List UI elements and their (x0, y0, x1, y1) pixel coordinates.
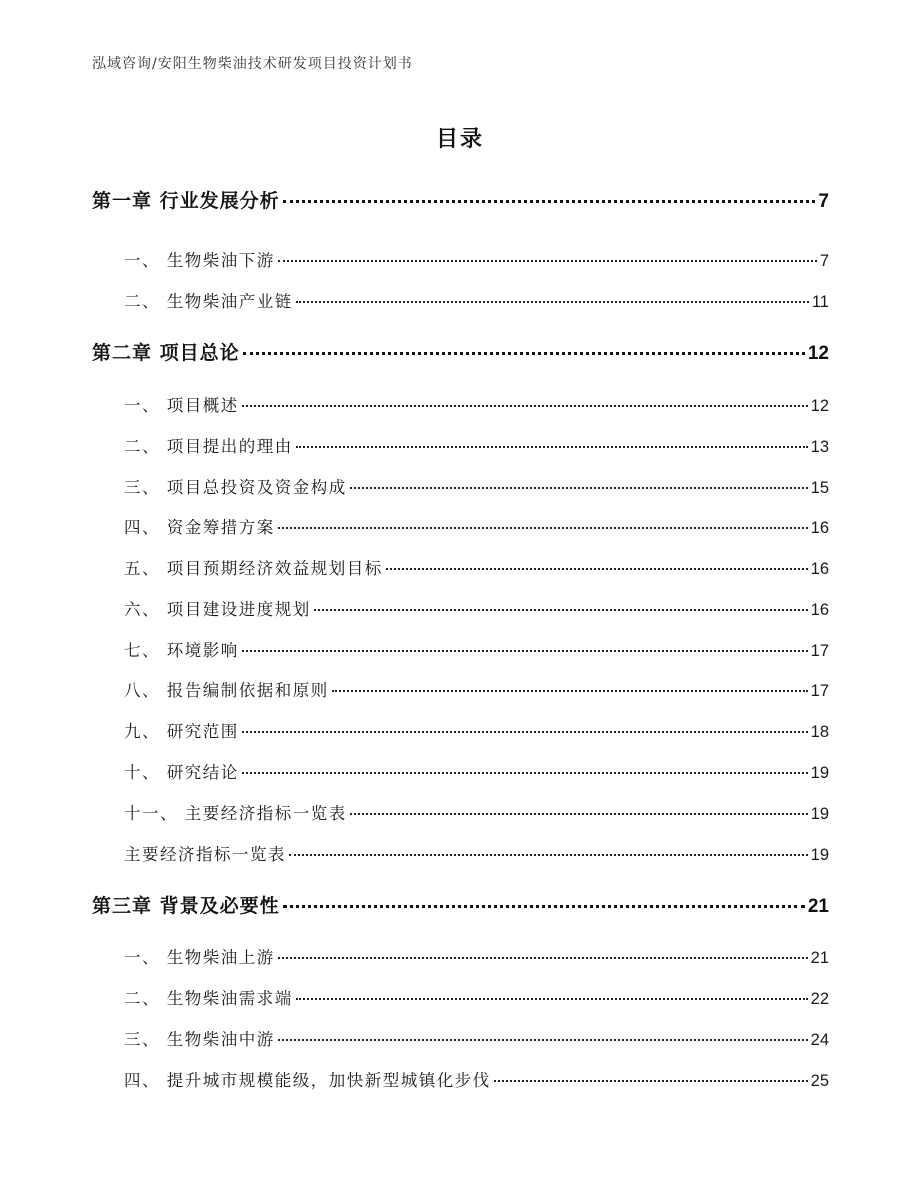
toc-entry-section[interactable] (124, 514, 829, 538)
toc-entry-label: 五、 项目预期经济效益规划目标 (124, 559, 383, 578)
toc-entry-section[interactable] (124, 944, 829, 968)
toc-entry-section[interactable] (124, 392, 829, 416)
dot-leader (332, 690, 808, 692)
dot-leader (242, 772, 808, 774)
toc-entry-section[interactable] (124, 555, 829, 579)
toc-entry-label: 一、 项目概述 (124, 396, 239, 415)
toc-entry-label: 一、 生物柴油下游 (124, 251, 275, 270)
toc-entry-page: 12 (810, 397, 829, 415)
toc-entry-section[interactable] (124, 288, 829, 312)
dot-leader (289, 854, 808, 856)
toc-entry-page: 16 (810, 601, 829, 619)
toc-entry-page: 17 (810, 682, 829, 700)
toc-entry-page: 18 (810, 723, 829, 741)
toc-entry-page: 11 (811, 293, 829, 311)
dot-leader (350, 813, 808, 815)
toc-entry-section[interactable] (124, 800, 829, 824)
toc-entry-label: 主要经济指标一览表 (124, 845, 286, 864)
dot-leader (283, 905, 805, 908)
dot-leader (350, 487, 808, 489)
toc-entry-page: 13 (810, 438, 829, 456)
toc-entry-page: 12 (807, 343, 829, 364)
toc-entry-page: 19 (810, 846, 829, 864)
toc-entry-section[interactable] (124, 474, 829, 498)
toc-entry-label: 四、 提升城市规模能级，加快新型城镇化步伐 (124, 1071, 491, 1090)
toc-entry-label: 六、 项目建设进度规划 (124, 600, 311, 619)
dot-leader (242, 405, 808, 407)
toc-entry-label: 三、 生物柴油中游 (124, 1030, 275, 1049)
toc-entry-label: 九、 研究范围 (124, 722, 239, 741)
toc-entry-section[interactable] (124, 759, 829, 783)
dot-leader (278, 527, 808, 529)
toc-entry-label: 八、 报告编制依据和原则 (124, 681, 329, 700)
toc-entry-section[interactable] (124, 677, 829, 701)
toc-entry-page: 25 (810, 1072, 829, 1090)
toc-entry-label: 十、 研究结论 (124, 763, 239, 782)
toc-entry-page: 16 (810, 560, 829, 578)
dot-leader (278, 1039, 808, 1041)
toc-entry-page: 7 (819, 252, 829, 270)
toc-entry-section[interactable] (124, 718, 829, 742)
toc-entry-label: 四、 资金筹措方案 (124, 518, 275, 537)
dot-leader (242, 650, 808, 652)
toc-entry-label: 第二章 项目总论 (92, 342, 240, 364)
dot-leader (296, 446, 808, 448)
toc-entry-section[interactable] (124, 1026, 829, 1050)
toc-entry-section[interactable] (124, 247, 829, 271)
toc-entry-chapter-3[interactable] (92, 891, 829, 918)
toc-entry-section[interactable] (124, 433, 829, 457)
toc-entry-page: 19 (810, 805, 829, 823)
toc-entry-label: 第三章 背景及必要性 (92, 895, 280, 917)
toc-entry-section[interactable] (124, 637, 829, 661)
toc-entry-section[interactable] (124, 841, 829, 865)
dot-leader (314, 609, 808, 611)
dot-leader (494, 1080, 808, 1082)
toc-entry-label: 三、 项目总投资及资金构成 (124, 478, 347, 497)
toc-entry-label: 二、 生物柴油需求端 (124, 989, 293, 1008)
toc-entry-page: 16 (810, 519, 829, 537)
toc-entry-page: 19 (810, 764, 829, 782)
toc-entry-label: 七、 环境影响 (124, 641, 239, 660)
dot-leader (283, 200, 816, 203)
toc-entry-page: 7 (818, 191, 829, 212)
toc-title: 目录 (435, 127, 484, 152)
toc-entry-page: 24 (810, 1031, 829, 1049)
toc-entry-page: 22 (810, 990, 829, 1008)
toc-entry-label: 一、 生物柴油上游 (124, 948, 275, 967)
toc-entry-label: 二、 生物柴油产业链 (124, 292, 293, 311)
dot-leader (296, 998, 808, 1000)
toc-entry-chapter-2[interactable] (92, 338, 829, 365)
running-header: 泓域咨询/安阳生物柴油技术研发项目投资计划书 (92, 56, 413, 72)
toc-entry-page: 21 (810, 949, 829, 967)
toc-entry-label: 十一、 主要经济指标一览表 (124, 804, 347, 823)
toc-entry-section[interactable] (124, 1067, 829, 1091)
toc-entry-page: 21 (807, 896, 829, 917)
toc-entry-label: 第一章 行业发展分析 (92, 190, 280, 212)
dot-leader (242, 731, 808, 733)
dot-leader (278, 260, 817, 262)
dot-leader (386, 568, 808, 570)
toc-entry-label: 二、 项目提出的理由 (124, 437, 293, 456)
toc-entry-section[interactable] (124, 985, 829, 1009)
toc-entry-section[interactable] (124, 596, 829, 620)
toc-entry-chapter-1[interactable] (92, 186, 829, 213)
dot-leader (296, 301, 809, 303)
toc-entry-page: 15 (810, 479, 829, 497)
dot-leader (243, 352, 805, 355)
dot-leader (278, 957, 808, 959)
toc-entry-page: 17 (810, 642, 829, 660)
